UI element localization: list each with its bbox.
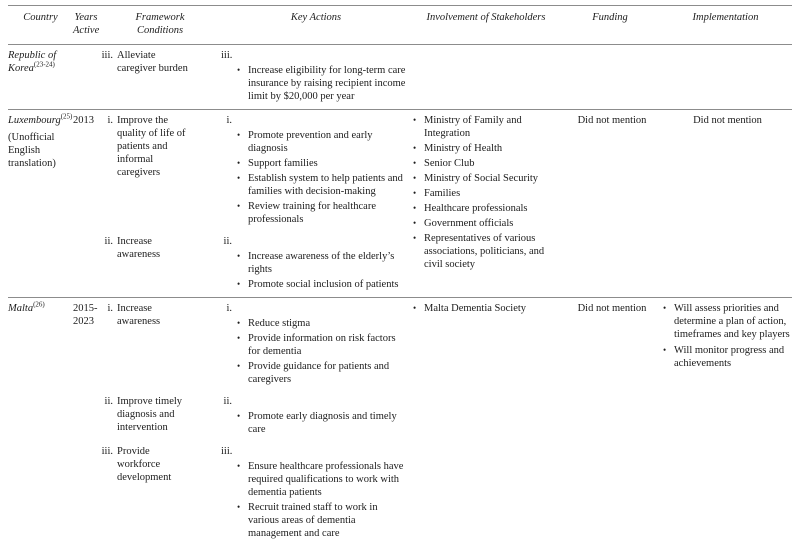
- table-header-row: [8, 6, 792, 45]
- stakeholder-text: Senior Club: [424, 158, 475, 169]
- bullet-icon: •: [237, 502, 241, 512]
- framework-condition-item: [99, 114, 221, 179]
- citation-ref: (26): [33, 300, 45, 309]
- key-action-text: Increase eligibility for long-term care insurance by raising recipient income limit by $20,000 per year: [248, 65, 406, 102]
- key-action-text: Provide guidance for patients and caregivers: [248, 361, 390, 385]
- bullet-icon: •: [663, 345, 667, 355]
- key-actions-number: i.: [226, 303, 232, 314]
- bullet-icon: •: [237, 173, 241, 183]
- citation-ref: (25): [60, 112, 73, 121]
- table-row-luxembourg: [8, 110, 792, 298]
- stakeholder-item: [413, 172, 563, 185]
- funding-cell: [563, 114, 661, 127]
- bullet-icon: •: [413, 188, 417, 198]
- stakeholder-item: [413, 187, 563, 200]
- framework-number: iii.: [101, 446, 113, 457]
- key-action-text: Establish system to help patients and families with decision-making: [248, 173, 403, 197]
- bullet-icon: •: [237, 461, 241, 471]
- key-actions-group: [221, 114, 411, 226]
- key-action-item: [237, 278, 411, 291]
- header-label-years-active: Years Active: [73, 12, 100, 36]
- header-label-implementation: Implementation: [692, 12, 759, 23]
- key-action-text: Ensure healthcare professionals have required qualifications to work with dementia patients: [248, 461, 404, 498]
- framework-text: Improve timely diagnosis and intervention: [117, 396, 183, 433]
- stakeholder-text: Government officials: [424, 218, 514, 229]
- bullet-icon: •: [413, 203, 417, 213]
- country-name-text: Malta: [8, 303, 34, 314]
- bullet-icon: •: [413, 303, 417, 313]
- stakeholders-cell: [411, 302, 563, 315]
- header-label-stakeholders: Involvement of Stakeholders: [426, 12, 546, 23]
- plan-section: [99, 114, 411, 226]
- stakeholder-item: [413, 157, 563, 170]
- bullet-icon: •: [237, 65, 241, 75]
- header-label-framework-conditions: Framework Conditions: [135, 12, 185, 36]
- header-cell-stakeholders: [411, 11, 561, 24]
- implementation-item: [663, 302, 796, 341]
- stakeholder-text: Ministry of Family and Integration: [424, 115, 522, 139]
- stakeholders-cell: [411, 114, 563, 271]
- key-action-text: Promote prevention and early diagnosis: [248, 130, 373, 154]
- key-action-item: [237, 172, 411, 198]
- bullet-icon: •: [237, 201, 241, 211]
- funding-text: Did not mention: [577, 303, 647, 314]
- framework-number: ii.: [104, 236, 113, 247]
- header-label-country: Country: [23, 12, 58, 23]
- framework-number: i.: [107, 303, 113, 314]
- bullet-icon: •: [413, 218, 417, 228]
- stakeholder-item: [413, 302, 563, 315]
- key-action-item: [237, 460, 411, 499]
- country-name: [8, 49, 73, 75]
- bullet-icon: •: [237, 158, 241, 168]
- key-actions-group: [221, 445, 411, 540]
- plan-section: [99, 395, 411, 436]
- key-action-item: [237, 360, 411, 386]
- key-action-item: [237, 317, 411, 330]
- bullet-icon: •: [237, 318, 241, 328]
- dementia-plans-table: [8, 5, 792, 546]
- implementation-cell: [661, 114, 794, 127]
- country-note: (Unofficial English translation): [8, 132, 56, 169]
- implementation-text: Did not mention: [693, 115, 762, 126]
- header-cell-years-active: [73, 11, 99, 37]
- country-name: [8, 114, 73, 127]
- framework-number: i.: [107, 115, 113, 126]
- stakeholder-text: Representatives of various associations, politicians, and civil society: [424, 233, 545, 270]
- plan-section: [99, 302, 411, 386]
- key-action-item: [237, 64, 411, 103]
- framework-condition-item: [99, 49, 221, 75]
- table-row-malta: [8, 298, 792, 546]
- framework-text: Improve the quality of life of patients and informal caregivers: [117, 115, 186, 178]
- bullet-icon: •: [663, 303, 667, 313]
- key-action-text: Provide information on risk factors for dementia: [248, 333, 396, 357]
- key-action-item: [237, 410, 411, 436]
- framework-keyactions-group: [99, 49, 411, 103]
- key-actions-number: i.: [226, 115, 232, 126]
- framework-text: Alleviate caregiver burden: [117, 50, 188, 74]
- header-cell-framework-conditions: [99, 11, 221, 37]
- stakeholder-item: [413, 202, 563, 215]
- country-name-text: Republic of Korea: [8, 50, 57, 74]
- key-actions-number: ii.: [223, 236, 232, 247]
- bullet-icon: •: [237, 411, 241, 421]
- plan-section: [99, 235, 411, 291]
- key-action-item: [237, 157, 411, 170]
- bullet-icon: •: [413, 115, 417, 125]
- key-action-text: Promote social inclusion of patients: [248, 279, 399, 290]
- framework-number: ii.: [104, 396, 113, 407]
- key-actions-number: iii.: [221, 50, 233, 61]
- years-active-cell: 2013: [73, 115, 94, 126]
- framework-text: Provide workforce development: [117, 446, 172, 483]
- header-cell-funding: [561, 11, 659, 24]
- header-cell-country: [8, 11, 73, 24]
- stakeholder-text: Malta Dementia Society: [424, 303, 527, 314]
- key-action-item: [237, 332, 411, 358]
- key-actions-group: [221, 49, 411, 103]
- bullet-icon: •: [413, 158, 417, 168]
- key-action-text: Promote early diagnosis and timely care: [248, 411, 397, 435]
- plan-section: [99, 445, 411, 540]
- years-active-cell: 2015-2023: [73, 303, 98, 327]
- key-actions-group: [221, 235, 411, 291]
- stakeholder-item: [413, 114, 563, 140]
- key-action-item: [237, 501, 411, 540]
- country-name: [8, 302, 73, 315]
- key-action-text: Recruit trained staff to work in various areas of dementia management and care: [248, 502, 378, 539]
- key-actions-group: [221, 395, 411, 436]
- stakeholder-text: Families: [424, 188, 461, 199]
- plan-section: [99, 49, 411, 103]
- implementation-cell: [661, 302, 796, 373]
- header-cell-implementation: [659, 11, 792, 24]
- implementation-text: Will assess priorities and determine a plan of action, timeframes and key players: [674, 303, 790, 340]
- key-action-item: [237, 200, 411, 226]
- framework-condition-item: [99, 302, 221, 328]
- country-cell: [8, 114, 73, 170]
- stakeholder-item: [413, 232, 563, 271]
- bullet-icon: •: [413, 143, 417, 153]
- table-row-republic-of-korea: [8, 45, 792, 110]
- key-action-text: Reduce stigma: [248, 318, 311, 329]
- bullet-icon: •: [237, 130, 241, 140]
- bullet-icon: •: [237, 279, 241, 289]
- framework-condition-item: [99, 445, 221, 484]
- header-label-funding: Funding: [592, 12, 628, 23]
- stakeholder-text: Ministry of Social Security: [424, 173, 539, 184]
- header-cell-key-actions: [221, 11, 411, 24]
- framework-number: iii.: [101, 50, 113, 61]
- key-action-item: [237, 250, 411, 276]
- bullet-icon: •: [237, 361, 241, 371]
- bullet-icon: •: [413, 233, 417, 243]
- stakeholder-text: Ministry of Health: [424, 143, 503, 154]
- country-cell: [8, 49, 73, 75]
- stakeholder-item: [413, 142, 563, 155]
- implementation-item: [663, 344, 796, 370]
- bullet-icon: •: [413, 173, 417, 183]
- key-actions-number: iii.: [221, 446, 233, 457]
- stakeholder-text: Healthcare professionals: [424, 203, 528, 214]
- country-cell: [8, 302, 73, 315]
- bullet-icon: •: [237, 333, 241, 343]
- country-name-text: Luxembourg: [8, 115, 61, 126]
- key-actions-group: [221, 302, 411, 386]
- framework-condition-item: [99, 235, 221, 261]
- key-action-text: Support families: [248, 158, 318, 169]
- stakeholder-item: [413, 217, 563, 230]
- framework-text: Increase awareness: [117, 303, 161, 327]
- funding-text: Did not mention: [577, 115, 647, 126]
- citation-ref: (23-24): [33, 60, 55, 69]
- framework-condition-item: [99, 395, 221, 434]
- key-action-text: Review training for healthcare professionals: [248, 201, 376, 225]
- key-actions-number: ii.: [223, 396, 232, 407]
- header-label-key-actions: Key Actions: [290, 12, 342, 23]
- framework-text: Increase awareness: [117, 236, 161, 260]
- framework-keyactions-group: [99, 114, 411, 291]
- funding-cell: [563, 302, 661, 315]
- implementation-text: Will monitor progress and achievements: [674, 345, 785, 369]
- key-action-text: Increase awareness of the elderly’s rights: [248, 251, 395, 275]
- bullet-icon: •: [237, 251, 241, 261]
- framework-keyactions-group: [99, 302, 411, 540]
- key-action-item: [237, 129, 411, 155]
